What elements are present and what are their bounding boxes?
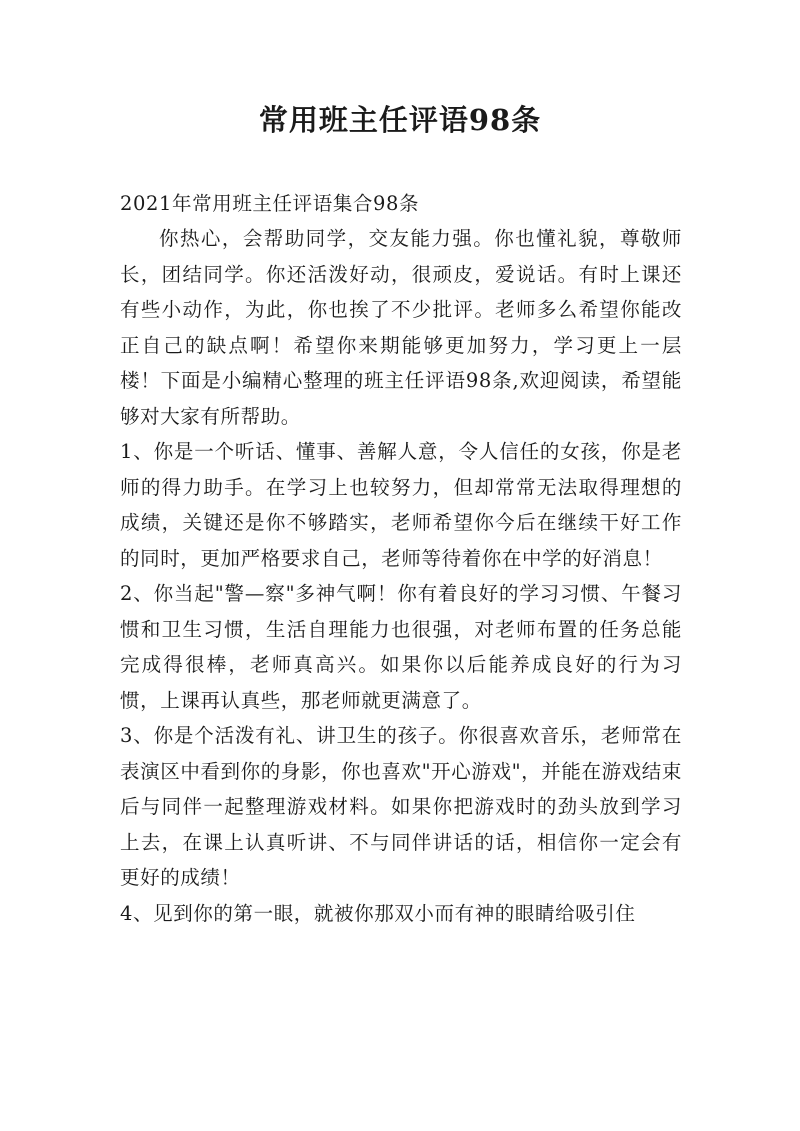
document-subtitle: 2021年常用班主任评语集合98条 bbox=[120, 192, 420, 215]
comment-item-3: 3、你是个活泼有礼、讲卫生的孩子。你很喜欢音乐，老师常在表演区中看到你的身影，你也喜欢"开心游戏"，并能在游戏结束后与同伴一起整理游戏材料。如果你把游戏时的劲头放到学习上去，在课上认真听讲、不与同伴讲话的话，相信你一定会有更好的成绩！ bbox=[120, 724, 682, 889]
comment-item-4: 4、见到你的第一眼，就被你那双小而有神的眼睛给吸引住 bbox=[120, 901, 636, 925]
comment-item-1: 1、你是一个听话、懂事、善解人意，令人信任的女孩，你是老师的得力助手。在学习上也较努力，但却常常无法取得理想的成绩，关键还是你不够踏实，老师希望你今后在继续干好工作的同时，更加严格要求自己，老师等待着你在中学的好消息！ bbox=[120, 440, 682, 570]
intro-paragraph: 你热心，会帮助同学，交友能力强。你也懂礼貌，尊敬师长，团结同学。你还活泼好动，很顽皮，爱说话。有时上课还有些小动作，为此，你也挨了不少批评。老师多么希望你能改正自己的缺点啊！希望你来期能够更加努力，学习更上一层楼！下面是小编精心整理的班主任评语98条,欢迎阅读，希望能够对大家有所帮助。 bbox=[120, 227, 682, 428]
document-body bbox=[120, 186, 682, 931]
document-title: 常用班主任评语98条 bbox=[258, 103, 542, 137]
comment-item-2: 2、你当起"警—察"多神气啊！你有着良好的学习习惯、午餐习惯和卫生习惯，生活自理能力也很强，对老师布置的任务总能完成得很棒，老师真高兴。如果你以后能养成良好的行为习惯，上课再认真些，那老师就更满意了。 bbox=[120, 582, 682, 712]
